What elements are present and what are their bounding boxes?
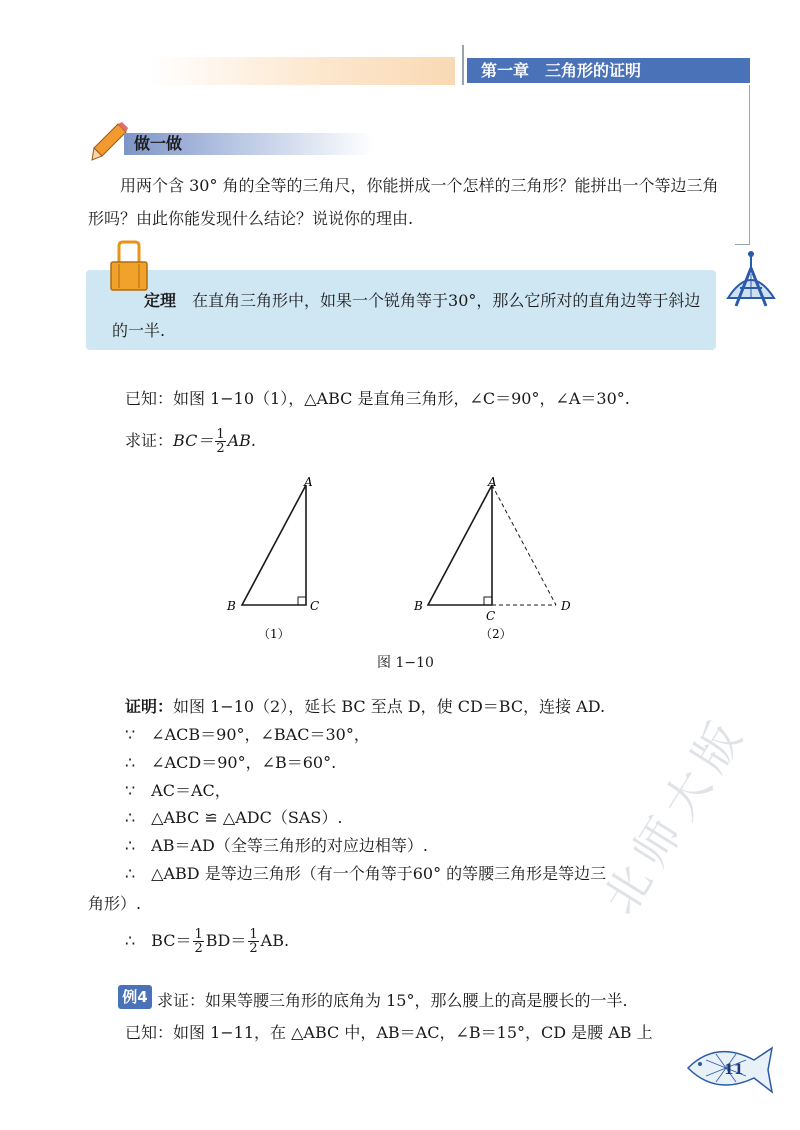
label-a-2: A (488, 475, 497, 489)
proof-heading: 证明： (125, 697, 174, 716)
side-rule (749, 85, 750, 245)
sub-caption-1: （1） (258, 627, 290, 641)
prove-rhs: AB. (227, 431, 257, 450)
given-line: 已知：如图 1−10（1），△ABC 是直角三角形，∠C＝90°，∠A＝30°. (125, 389, 630, 408)
figure-1-10 (220, 470, 600, 670)
proof-intro: 如图 1−10（2），延长 BC 至点 D，使 CD＝BC，连接 AD. (173, 697, 606, 716)
proof-step: ∴ ∠ACD＝90°，∠B＝60°. (125, 753, 337, 772)
header-divider (462, 45, 464, 85)
label-d-2: D (561, 599, 571, 613)
proof-heading-line (125, 694, 725, 717)
prove-line (125, 428, 256, 455)
theorem-text: 在直角三角形中，如果一个锐角等于30°，那么它所对的直角边等于斜边的一半. (112, 291, 701, 340)
fraction-half: $\frac{1}{2}$ (216, 427, 225, 456)
prove-prefix: 求证： (125, 431, 174, 450)
chapter-title: 第一章 三角形的证明 (467, 58, 750, 83)
proof-step: ∴ △ABD 是等边三角形（有一个角等于60° 的等腰三角形是等边三 (125, 864, 607, 883)
triangle-1 (226, 475, 319, 641)
proof-step: ∴ △ABC ≌ △ADC（SAS）. (125, 808, 343, 827)
proof-step: ∴ AB＝AD（全等三角形的对应边相等）. (125, 836, 428, 855)
prove-lhs: BC＝ (173, 431, 214, 450)
proof-conclusion: ∴ BC＝ $\frac{1}{2}$ BD＝ $\frac{1}{2}$ AB. (125, 927, 290, 956)
proof-step: ∵ ∠ACB＝90°，∠BAC＝30°， (125, 725, 370, 744)
example-badge: 例4 (118, 985, 152, 1009)
theorem-label: 定理 (144, 291, 177, 310)
page-number: 11 (724, 1062, 744, 1078)
label-b-1: B (227, 599, 236, 613)
fraction-half: $\frac{1}{2}$ (249, 927, 258, 956)
activity-text: 用两个含 30° 角的全等的三角尺，你能拼成一个怎样的三角形？能拼出一个等边三角形吗？由此你能发现什么结论？说说你的理由. (88, 176, 719, 228)
label-c-1: C (310, 599, 320, 613)
side-rule-tick (735, 244, 750, 245)
label-b-2: B (414, 599, 423, 613)
publisher-watermark: 北师大版 (592, 704, 758, 924)
example-given: 已知：如图 1−11，在 △ABC 中，AB＝AC，∠B＝15°，CD 是腰 AB 上 (125, 1023, 653, 1042)
label-a-1: A (304, 475, 313, 489)
sub-caption-2: （2） (480, 627, 512, 641)
figure-caption: 图 1−10 (377, 655, 434, 671)
label-c-2: C (486, 609, 496, 623)
example-statement: 求证：如果等腰三角形的底角为 15°，那么腰上的高是腰长的一半. (157, 991, 628, 1010)
header-decoration-band (150, 57, 455, 85)
fraction-half: $\frac{1}{2}$ (194, 927, 203, 956)
proof-step: 角形）. (88, 894, 142, 913)
compass-icon (722, 250, 780, 310)
binder-clip-icon (105, 240, 153, 292)
proof-step: ∵ AC＝AC， (125, 781, 231, 800)
theorem-statement (112, 286, 702, 346)
activity-title: 做一做 (134, 134, 183, 153)
triangle-2 (413, 475, 571, 641)
